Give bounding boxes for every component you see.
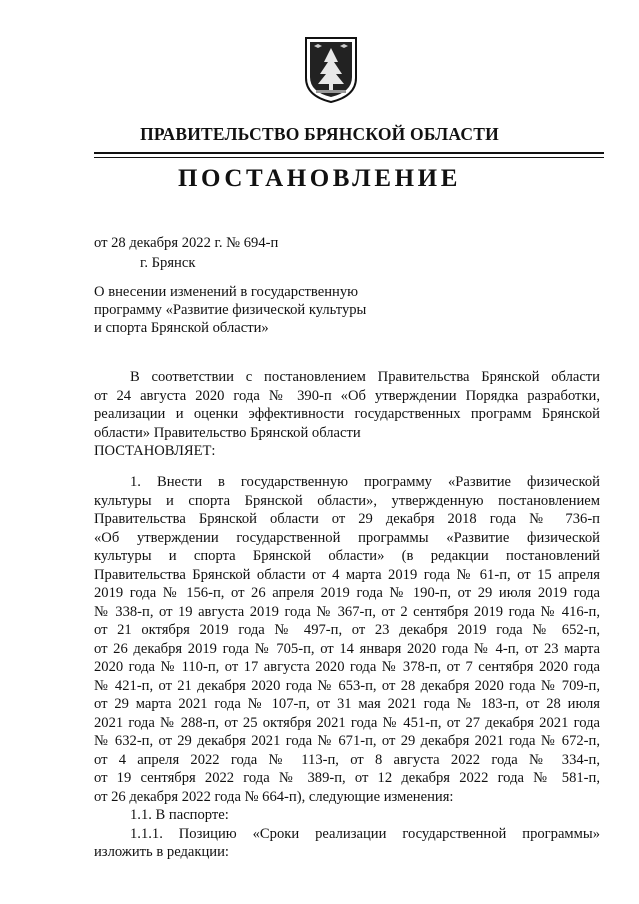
item-1-1: 1.1. В паспорте:	[130, 807, 229, 823]
item-1-line: от 26 декабря 2022 года № 664-п), следующие изменения:	[94, 788, 454, 805]
government-name: ПРАВИТЕЛЬСТВО БРЯНСКОЙ ОБЛАСТИ	[140, 124, 499, 144]
document-title: ПОСТАНОВЛЕНИЕ	[177, 165, 462, 192]
item-1-line: Правительства Брянской области от 29 декабря 2018 года № 736-п	[94, 511, 600, 527]
item-1-line: от 19 сентября 2022 года № 389-п, от 12 декабря 2022 года № 581-п,	[94, 770, 600, 786]
item-1-line: «Об утверждении государственной программы «Развитие физической	[94, 529, 600, 546]
item-1-line: 2019 года № 156-п, от 26 апреля 2019 года № 190-п, от 29 июля 2019 года	[94, 585, 600, 601]
city: г. Брянск	[140, 255, 196, 271]
item-1-1-1-cont: изложить в редакции:	[94, 844, 229, 860]
preamble-line: от 24 августа 2020 года № 390-п «Об утверждении Порядка разработки,	[94, 387, 600, 404]
item-1-line: от 26 декабря 2019 года № 705-п, от 14 января 2020 года № 4-п, от 23 марта	[94, 640, 600, 657]
date-number: от 28 декабря 2022 г. № 694-п	[94, 235, 279, 251]
item-1-line: культуры и спорта Брянской области» (в редакции постановлений	[94, 548, 600, 564]
item-1-line: № 421-п, от 21 декабря 2020 года № 653-п, от 28 декабря 2020 года № 709-п,	[94, 677, 600, 694]
subject-line-1: О внесении изменений в государственную	[94, 284, 359, 300]
subject-line-3: и спорта Брянской области»	[94, 320, 269, 336]
preamble-line: области» Правительство Брянской области	[94, 424, 361, 441]
item-1-line: от 29 марта 2021 года № 107-п, от 31 мая 2021 года № 183-п, от 28 июля	[94, 696, 600, 712]
item-1	[94, 473, 600, 862]
item-1-line: от 21 октября 2019 года № 497-п, от 23 декабря 2019 года № 652-п,	[94, 622, 600, 638]
decree-word: ПОСТАНОВЛЯЕТ:	[94, 443, 216, 459]
preamble-line: В соответствии с постановлением Правительства Брянской области	[130, 369, 600, 385]
item-1-line: № 632-п, от 29 декабря 2021 года № 671-п, от 29 декабря 2021 года № 672-п,	[94, 733, 600, 749]
coat-of-arms-icon	[302, 34, 360, 104]
item-1-line: Правительства Брянской области от 4 марта 2019 года № 61-п, от 15 апреля	[94, 566, 600, 583]
item-1-line: от 4 апреля 2022 года № 113-п, от 8 августа 2022 года № 334-п,	[94, 751, 600, 768]
item-1-line: культуры и спорта Брянской области», утвержденную постановлением	[94, 492, 600, 509]
header-rule-thick	[94, 152, 604, 154]
subject-line-2: программу «Развитие физической культуры	[94, 302, 367, 318]
item-1-line: № 338-п, от 19 августа 2019 года № 367-п, от 2 сентября 2019 года № 416-п,	[94, 603, 600, 620]
header-rule-thin	[94, 157, 604, 158]
item-1-line: 2020 года № 110-п, от 17 августа 2020 года № 378-п, от 7 сентября 2020 года	[94, 659, 600, 675]
item-1-1-1: 1.1.1. Позицию «Сроки реализации государственной программы»	[130, 825, 600, 842]
preamble	[94, 368, 600, 461]
item-1-line: 1. Внести в государственную программу «Развитие физической	[130, 474, 600, 490]
item-1-line: 2021 года № 288-п, от 25 октября 2021 года № 451-п, от 27 декабря 2021 года	[94, 714, 600, 731]
preamble-line: реализации и оценки эффективности государственных программ Брянской	[94, 406, 600, 422]
